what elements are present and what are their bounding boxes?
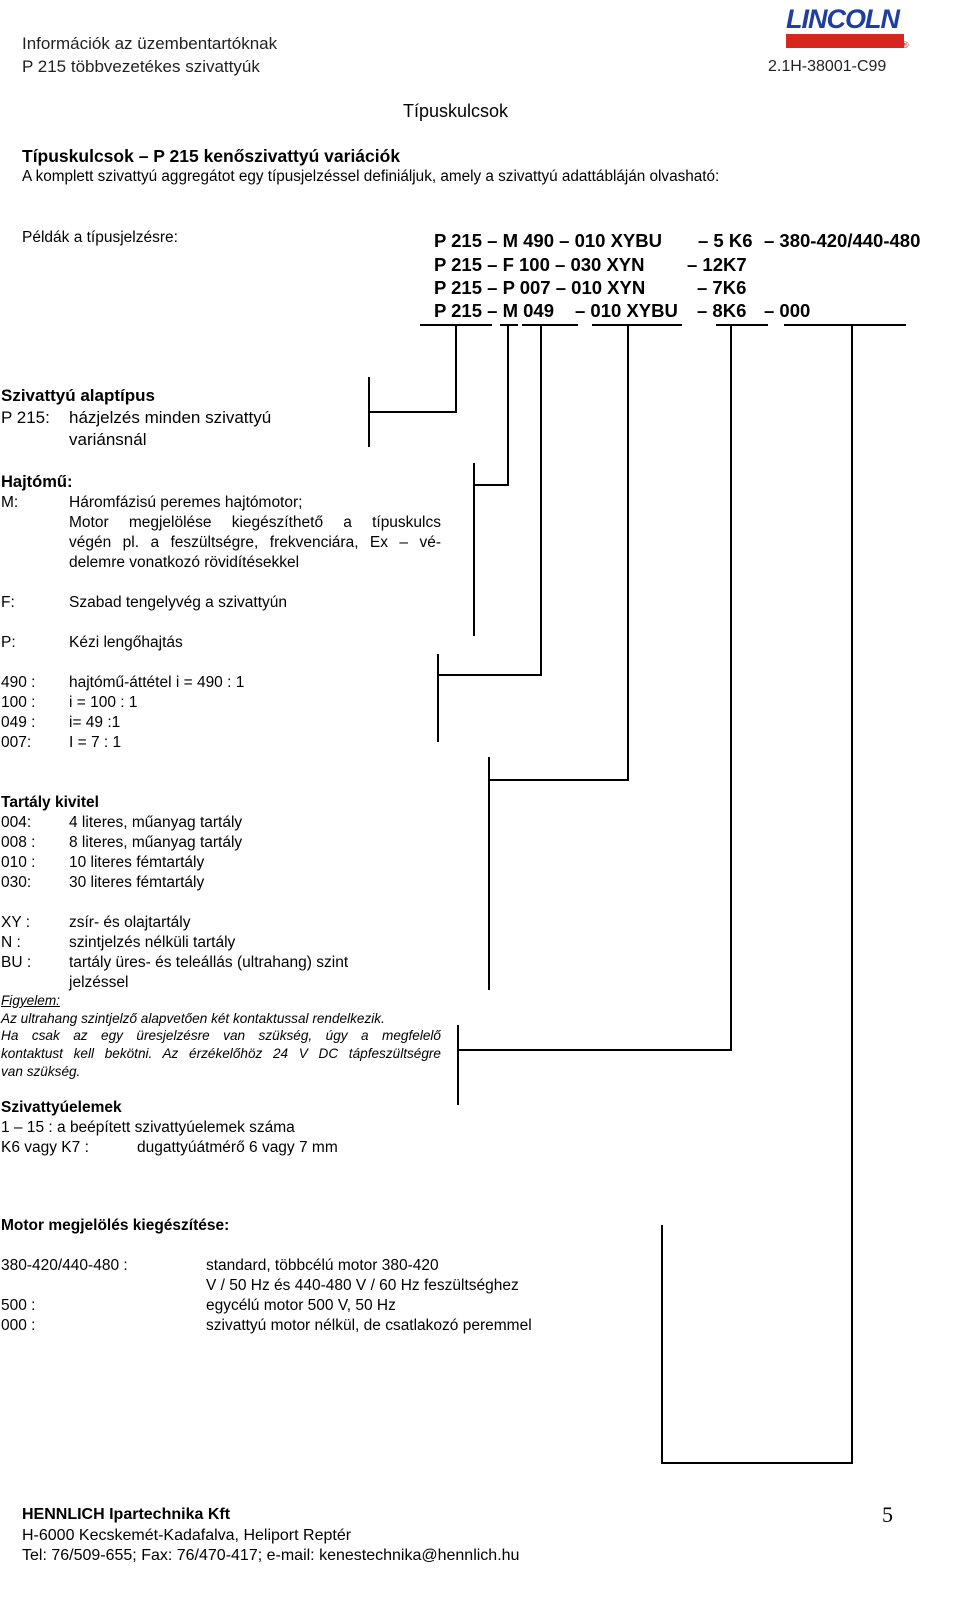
pump-base-title: Szivattyú alaptípus: [1, 386, 155, 405]
code-line-4d: – 000: [764, 300, 811, 321]
drive-m-line-1: Háromfázisú peremes hajtómotor;: [69, 494, 303, 511]
tank-code-text-cont: jelzéssel: [69, 974, 129, 991]
ratio-text: I = 7 : 1: [69, 734, 122, 751]
intro-text: A komplett szivattyú aggregátot egy típusjelzéssel definiáljuk, amely a szivattyú adattábláján olvasható:: [22, 168, 720, 185]
pump-base-key: P 215:: [1, 408, 50, 427]
tank-text: 10 literes fémtartály: [69, 854, 205, 871]
motor-text: szivattyú motor nélkül, de csatlakozó peremmel: [206, 1317, 532, 1334]
footer-contact: Tel: 76/509-655; Fax: 76/470-417; e-mail: kenestechnika@hennlich.hu: [22, 1547, 520, 1564]
code-line-4c: – 8K6: [697, 300, 747, 321]
motor-key: 500 :: [1, 1297, 36, 1314]
tank-code-key: N :: [1, 934, 21, 951]
drive-m-key: M:: [1, 494, 19, 511]
elements-row-2-key: K6 vagy K7 :: [1, 1139, 89, 1156]
tank-code-key: XY :: [1, 914, 31, 931]
header-line-2: P 215 többvezetékes szivattyúk: [22, 57, 260, 76]
code-line-3a: P 215 – P 007 – 010 XYN: [434, 277, 646, 298]
note-line: kontaktust kell bekötni. Az érzékelőhöz 24 V DC tápfeszültségre: [1, 1046, 441, 1061]
ratio-text: i = 100 : 1: [69, 694, 138, 711]
footer-address: H-6000 Kecskemét-Kadafalva, Heliport Reptér: [22, 1527, 352, 1544]
header-line-1: Információk az üzembentartóknak: [22, 34, 278, 53]
code-line-3b: – 7K6: [697, 277, 747, 298]
code-line-1c: – 380-420/440-480: [764, 230, 921, 251]
drive-p-key: P:: [1, 634, 16, 651]
pump-base-text-1: házjelzés minden szivattyú: [69, 408, 272, 427]
drive-f-text: Szabad tengelyvég a szivattyún: [69, 594, 287, 611]
logo-text: LINCOLN: [786, 4, 899, 34]
examples-label: Példák a típusjelzésre:: [22, 229, 178, 246]
pump-base-text-2: variánsnál: [69, 430, 147, 449]
note-line: van szükség.: [1, 1064, 81, 1079]
tank-key: 030:: [1, 874, 32, 891]
tank-code-text: tartály üres- és teleállás (ultrahang) szint: [69, 954, 349, 971]
code-line-4b: – 010 XYBU: [575, 300, 678, 321]
ratio-text: hajtómű-áttétel i = 490 : 1: [69, 674, 245, 691]
tank-key: 004:: [1, 814, 32, 831]
tank-text: 4 literes, műanyag tartály: [69, 814, 243, 831]
ratio-key: 490 :: [1, 674, 36, 691]
drive-title: Hajtómű:: [1, 473, 73, 491]
code-line-1b: – 5 K6: [698, 230, 753, 251]
code-line-1a: P 215 – M 490 – 010 XYBU: [434, 230, 662, 251]
code-line-2a: P 215 – F 100 – 030 XYN: [434, 254, 645, 275]
motor-title: Motor megjelölés kiegészítése:: [1, 1217, 230, 1234]
elements-title: Szivattyúelemek: [1, 1099, 122, 1116]
page-number: 5: [882, 1502, 893, 1527]
tank-code-key: BU :: [1, 954, 32, 971]
motor-text: V / 50 Hz és 440-480 V / 60 Hz feszültséghez: [206, 1277, 519, 1294]
ratio-key: 007:: [1, 734, 32, 751]
motor-text: standard, többcélú motor 380-420: [206, 1257, 439, 1274]
note-line: Az ultrahang szintjelző alapvetően két kontaktussal rendelkezik.: [1, 1011, 385, 1026]
tank-code-text: szintjelzés nélküli tartály: [69, 934, 236, 951]
doc-code: 2.1H-38001-C99: [768, 58, 887, 75]
ratio-key: 049 :: [1, 714, 36, 731]
note-line: Ha csak az egy üresjelzésre van szükség, úgy a megfelelő: [1, 1028, 441, 1043]
elements-row-2-text: dugattyúátmérő 6 vagy 7 mm: [137, 1139, 338, 1156]
note-title: Figyelem:: [1, 993, 60, 1008]
footer-company: HENNLICH Ipartechnika Kft: [22, 1506, 231, 1523]
tank-key: 008 :: [1, 834, 36, 851]
ratio-key: 100 :: [1, 694, 36, 711]
code-line-2b: – 12K7: [687, 254, 747, 275]
drive-m-line-2: Motor megjelölése kiegészíthető a típuskulcs: [69, 514, 441, 531]
drive-m-line-4: delemre vonatkozó rövidítésekkel: [69, 554, 300, 571]
drive-p-text: Kézi lengőhajtás: [69, 634, 183, 651]
elements-row-1: 1 – 15 : a beépített szivattyúelemek száma: [1, 1119, 295, 1136]
drive-f-key: F:: [1, 594, 15, 611]
tank-key: 010 :: [1, 854, 36, 871]
motor-key: 380-420/440-480 :: [1, 1257, 128, 1274]
tank-title: Tartály kivitel: [1, 794, 99, 811]
section-title: Típuskulcsok – P 215 kenőszivattyú variációk: [22, 146, 401, 166]
page-title: Típuskulcsok: [403, 101, 509, 121]
tank-text: 30 literes fémtartály: [69, 874, 205, 891]
code-line-4a: P 215 – M 049: [434, 300, 554, 321]
logo-registered-mark: ®: [902, 40, 909, 50]
motor-key: 000 :: [1, 1317, 36, 1334]
tank-text: 8 literes, műanyag tartály: [69, 834, 243, 851]
drive-m-line-3: végén pl. a feszültségre, frekvenciára, Ex – vé-: [69, 534, 441, 551]
motor-text: egycélú motor 500 V, 50 Hz: [206, 1297, 396, 1314]
tank-code-text: zsír- és olajtartály: [69, 914, 191, 931]
ratio-text: i= 49 :1: [69, 714, 121, 731]
